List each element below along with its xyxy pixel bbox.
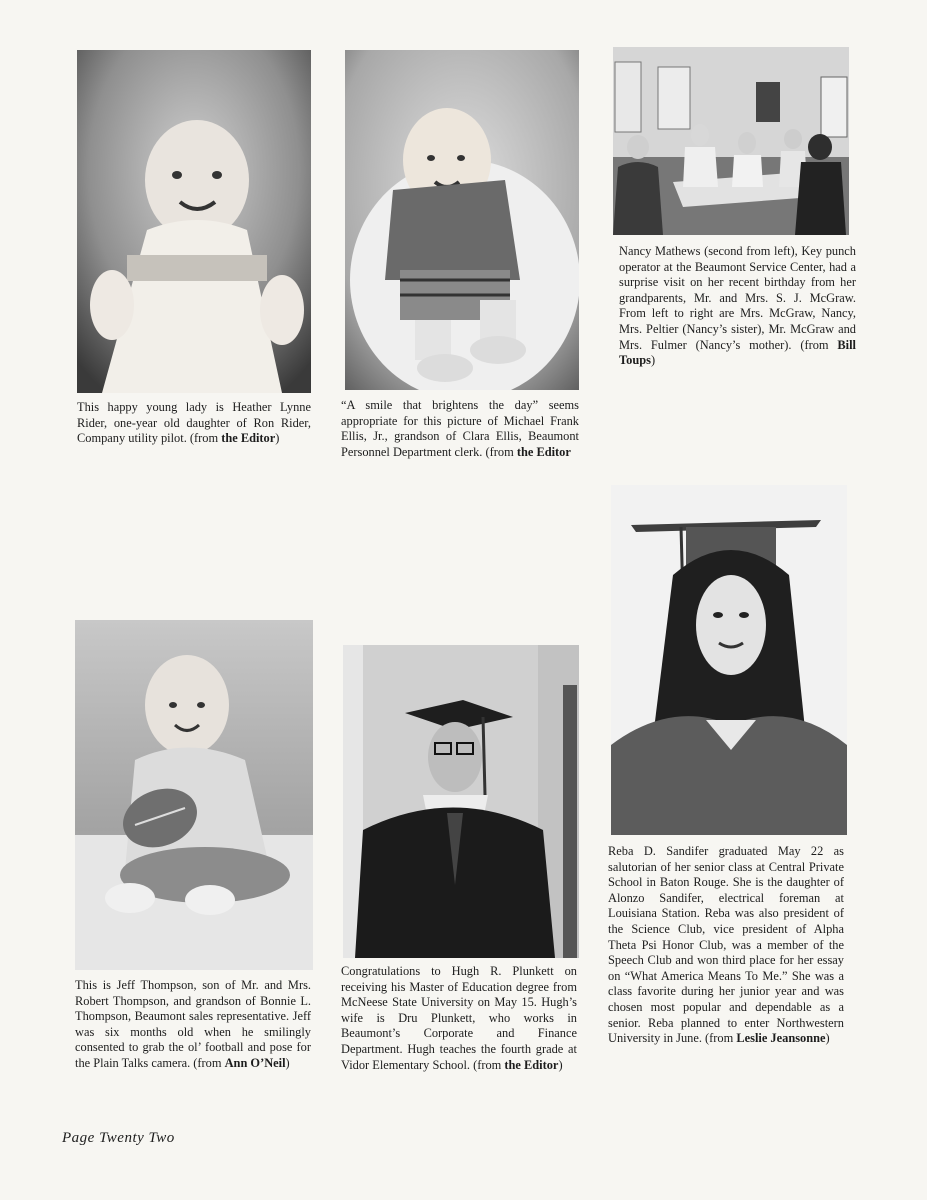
caption-text: “A smile that brightens the day” seems appropriate for this picture of Michael Frank Ellis, Jr., grandson of Clara Ellis, Beaumont Personnel Department clerk. (from xyxy=(341,398,579,459)
caption-nancy-mathews xyxy=(619,244,856,369)
caption-text: Nancy Mathews (second from left), Key punch operator at the Beaumont Service Center, had a surprise visit on her recent birthday from her grandparents, Mr. and Mrs. S. J. McGraw. From left to right are Mrs. McGraw, Nancy, Mrs. Peltier (Nancy’s sister), Mr. McGraw and Mrs. Fulmer (Nancy’s mother). (from xyxy=(619,244,856,352)
caption-credit: Ann O’Neil xyxy=(224,1055,286,1070)
caption-jeff-thompson xyxy=(75,978,311,1072)
caption-close: ) xyxy=(558,1057,563,1072)
photo-hugh-plunkett xyxy=(343,645,579,958)
caption-text: Reba D. Sandifer graduated May 22 as salutorian of her senior class at Central Private School in Baton Rouge. She is the daughter of Alonzo Sandifer, electrical foreman at Louisiana Station. Reba was also president of the Science Club, vice president of Alpha Theta Psi Honor Club, was a member of the Speech Club and won third place for her essay on “What America Means To Me.” She was a class favorite during her junior year and was chosen most popular and dependable as a senior. Reba planned to enter Northwestern University in June. (from xyxy=(608,844,844,1046)
page-number: Page Twenty Two xyxy=(62,1130,175,1146)
caption-credit: Leslie Jeansonne xyxy=(736,1031,826,1046)
caption-reba-sandifer xyxy=(608,844,844,1047)
photo-michael-ellis xyxy=(345,50,579,390)
caption-heather-rider xyxy=(77,400,311,447)
caption-credit: the Editor xyxy=(504,1057,559,1072)
photo-heather-rider xyxy=(77,50,311,393)
caption-credit: the Editor xyxy=(221,431,276,446)
photo-reba-sandifer xyxy=(611,485,847,835)
caption-credit: Bill Toups xyxy=(619,337,856,368)
photo-nancy-mathews-group xyxy=(613,47,849,235)
caption-close: ) xyxy=(650,353,656,368)
photo-jeff-thompson xyxy=(75,620,313,970)
caption-text: Congratulations to Hugh R. Plunkett on receiving his Master of Education degree from McNeese State University on May 15. Hugh’s wife is Dru Plunkett, who works in Beaumont’s Corporate and Finance Department. Hugh teaches the fourth grade at Vidor Elementary School. (from xyxy=(341,964,577,1072)
caption-text: This happy young lady is Heather Lynne Rider, one-year old daughter of Ron Rider, Company utility pilot. (from xyxy=(77,400,311,446)
caption-michael-ellis xyxy=(341,398,579,460)
caption-close: ) xyxy=(275,431,280,446)
caption-close: ) xyxy=(825,1031,830,1046)
caption-hugh-plunkett xyxy=(341,964,577,1073)
caption-close: ) xyxy=(285,1055,290,1070)
caption-credit: the Editor xyxy=(516,444,571,459)
caption-text: This is Jeff Thompson, son of Mr. and Mrs. Robert Thompson, and grandson of Bonnie L. Thompson, Beaumont sales representative. Jeff was six months old when he smilingly consented to grab the ol’ football and pose for the Plain Talks camera. (from xyxy=(75,978,311,1070)
